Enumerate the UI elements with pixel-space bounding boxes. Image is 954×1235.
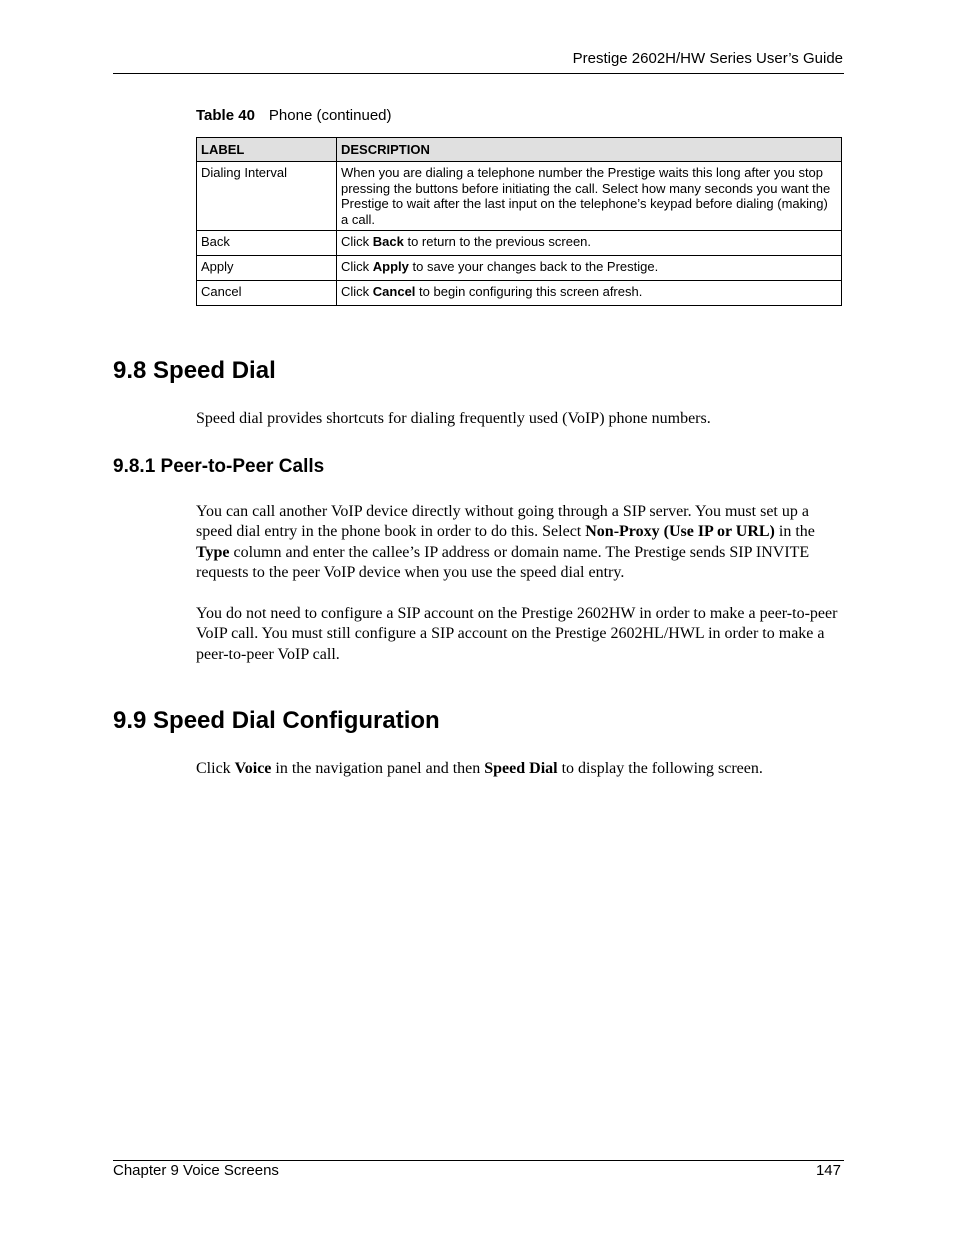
peer-to-peer-paragraph-2: You do not need to configure a SIP account on the Prestige 2602HW in order to make a peer-to-peer VoIP call. You must still configure a SIP account on the Prestige 2602HL/HWL in order to make a peer-to-peer VoIP call. xyxy=(196,605,838,663)
subsection-heading-text: 9.8.1 Peer-to-Peer Calls xyxy=(113,456,325,477)
table-row xyxy=(197,281,842,306)
table-row xyxy=(197,162,842,231)
row-description-bold: Back xyxy=(372,234,404,249)
table-row xyxy=(197,256,842,281)
column-header-description: DESCRIPTION xyxy=(337,138,842,162)
section-heading-speed-dial-configuration: 9.9 Speed Dial Configuration xyxy=(113,707,440,734)
row-description-text: to return to the previous screen. xyxy=(403,234,592,249)
peer-to-peer-paragraph-1 xyxy=(196,502,842,583)
row-description-text: to begin configuring this screen afresh. xyxy=(415,284,643,299)
table-caption-number: Table 40 xyxy=(196,107,255,124)
paragraph-text: column and enter the callee’s IP address or domain name. The Prestige sends SIP INVITE requests to the peer VoIP device when you use the speed dial entry. xyxy=(196,543,810,581)
row-description-text: Click xyxy=(341,259,373,274)
row-description-text: Click xyxy=(341,284,373,299)
row-description xyxy=(337,162,842,231)
row-description xyxy=(337,256,842,281)
table-caption xyxy=(196,107,392,124)
footer-page-number: 147 xyxy=(815,1162,841,1179)
phone-description-table xyxy=(196,137,842,306)
row-label: Dialing Interval xyxy=(197,162,337,231)
paragraph-text: to display the following screen. xyxy=(557,760,763,777)
row-description-text: Click xyxy=(341,234,373,249)
row-label: Back xyxy=(197,231,337,256)
paragraph-bold-voice: Voice xyxy=(234,760,272,777)
column-header-label: LABEL xyxy=(197,138,337,162)
header-rule xyxy=(113,73,844,74)
table-caption-text: Phone (continued) xyxy=(268,107,392,124)
paragraph-text: in the navigation panel and then xyxy=(271,760,485,777)
row-description xyxy=(337,231,842,256)
table-header-row xyxy=(197,138,842,162)
row-label: Apply xyxy=(197,256,337,281)
row-description-bold: Apply xyxy=(372,259,409,274)
paragraph-bold-non-proxy: Non-Proxy (Use IP or URL) xyxy=(585,523,775,541)
paragraph-bold-type: Type xyxy=(196,543,230,561)
footer-chapter: Chapter 9 Voice Screens xyxy=(113,1162,279,1179)
footer-rule xyxy=(113,1160,844,1161)
paragraph-text: in the xyxy=(774,523,815,541)
running-header: Prestige 2602H/HW Series User’s Guide xyxy=(572,50,843,67)
speed-dial-paragraph: Speed dial provides shortcuts for dialing frequently used (VoIP) phone numbers. xyxy=(196,410,711,427)
row-label: Cancel xyxy=(197,281,337,306)
paragraph-text: You can call another VoIP device directly without going through a SIP server. You must set up a speed dial entry in the phone book in order to do this. Select xyxy=(196,503,809,541)
row-description xyxy=(337,281,842,306)
row-description-bold: Cancel xyxy=(372,284,416,299)
subsection-heading-peer-to-peer xyxy=(113,456,324,478)
section-heading-speed-dial: 9.8 Speed Dial xyxy=(113,357,276,384)
paragraph-bold-speed-dial: Speed Dial xyxy=(484,760,558,777)
row-description-text: When you are dialing a telephone number the Prestige waits this long after you stop pressing the buttons before initiating the call. Select how many seconds you want the Prestige to wait after the last input on the telephone’s keypad before dialing (making) a call. xyxy=(341,165,831,227)
paragraph-text: Click xyxy=(196,760,235,777)
row-description-text: to save your changes back to the Prestige. xyxy=(408,259,659,274)
speed-dial-configuration-paragraph xyxy=(196,759,842,779)
table-row xyxy=(197,231,842,256)
